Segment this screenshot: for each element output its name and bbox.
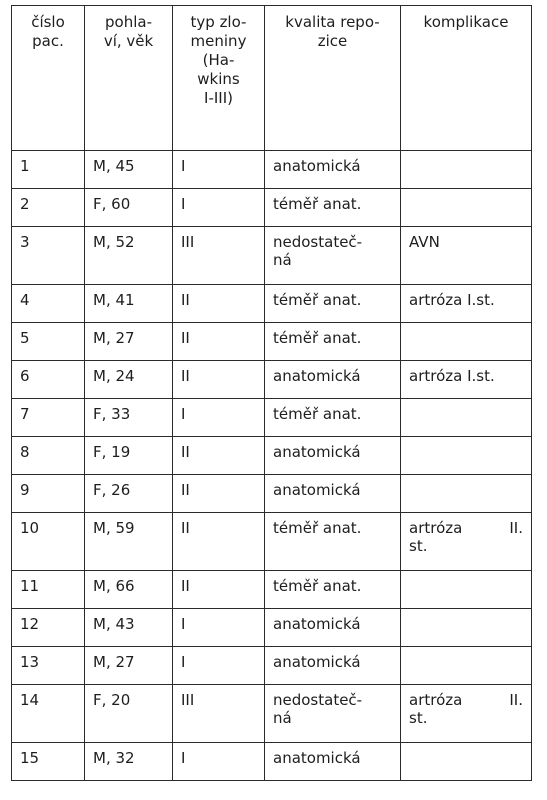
cell-fracture-type-line: I: [181, 653, 186, 671]
cell-sex-age-line: M, 45: [93, 157, 135, 175]
cell-patient-number: [12, 513, 85, 571]
header-line: komplikace: [423, 13, 509, 31]
header-patient-number: [12, 6, 85, 151]
cell-patient-number: [12, 571, 85, 609]
header-line: pohla-: [105, 13, 152, 31]
cell-fracture-type: [173, 151, 265, 189]
cell-patient-number-line: 1: [20, 157, 30, 175]
cell-complication: [401, 227, 532, 285]
cell-sex-age: [85, 743, 173, 781]
cell-sex-age-line: M, 32: [93, 749, 135, 767]
cell-fracture-type: [173, 513, 265, 571]
header-reposition-quality: [265, 6, 401, 151]
cell-patient-number: [12, 437, 85, 475]
cell-sex-age-line: M, 43: [93, 615, 135, 633]
header-line: zice: [317, 32, 348, 50]
table-row: [12, 647, 532, 685]
cell-patient-number-line: 12: [20, 615, 40, 633]
cell-reposition-quality-line: anatomická: [273, 367, 361, 385]
cell-patient-number: [12, 151, 85, 189]
cell-reposition-quality: [265, 361, 401, 399]
cell-fracture-type-line: III: [181, 233, 195, 251]
cell-patient-number-line: 15: [20, 749, 40, 767]
cell-sex-age-line: M, 59: [93, 519, 135, 537]
cell-reposition-quality-line: anatomická: [273, 749, 361, 767]
cell-fracture-type: [173, 609, 265, 647]
cell-reposition-quality: [265, 475, 401, 513]
cell-complication: [401, 743, 532, 781]
cell-fracture-type-line: II: [181, 291, 190, 309]
cell-reposition-quality: [265, 437, 401, 475]
header-fracture-type: [173, 6, 265, 151]
cell-fracture-type: [173, 685, 265, 743]
cell-reposition-quality-line: anatomická: [273, 653, 361, 671]
cell-reposition-quality: [265, 513, 401, 571]
table-row: [12, 513, 532, 571]
table-row: [12, 743, 532, 781]
cell-sex-age-line: M, 27: [93, 329, 135, 347]
table-row: [12, 285, 532, 323]
table-row: [12, 437, 532, 475]
header-complications: [401, 6, 532, 151]
table-row: [12, 323, 532, 361]
cell-reposition-quality-line: anatomická: [273, 481, 361, 499]
cell-patient-number-line: 4: [20, 291, 30, 309]
cell-patient-number: [12, 361, 85, 399]
cell-fracture-type-line: II: [181, 481, 190, 499]
table-row: [12, 685, 532, 743]
cell-sex-age-line: M, 52: [93, 233, 135, 251]
cell-patient-number-line: 11: [20, 577, 40, 595]
cell-complication-line: artróza II.: [409, 691, 523, 709]
cell-reposition-quality-line: téměř anat.: [273, 405, 362, 423]
cell-complication: [401, 685, 532, 743]
cell-sex-age-line: F, 20: [93, 691, 131, 709]
cell-reposition-quality-line: anatomická: [273, 157, 361, 175]
cell-sex-age-line: F, 33: [93, 405, 131, 423]
cell-reposition-quality-line: téměř anat.: [273, 195, 362, 213]
table-row: [12, 227, 532, 285]
cell-fracture-type: [173, 743, 265, 781]
cell-complication: [401, 437, 532, 475]
cell-fracture-type: [173, 189, 265, 227]
cell-complication-line: artróza II.: [409, 519, 523, 537]
cell-complication: [401, 513, 532, 571]
cell-complication: [401, 647, 532, 685]
cell-complication: [401, 285, 532, 323]
cell-reposition-quality: [265, 189, 401, 227]
cell-patient-number: [12, 609, 85, 647]
cell-fracture-type: [173, 323, 265, 361]
cell-fracture-type: [173, 437, 265, 475]
cell-sex-age: [85, 361, 173, 399]
cell-patient-number: [12, 189, 85, 227]
cell-sex-age: [85, 227, 173, 285]
header-line: meniny: [190, 32, 247, 50]
table-row: [12, 361, 532, 399]
table-body: [12, 151, 532, 781]
cell-complication-line: artróza I.st.: [409, 367, 495, 385]
cell-complication: [401, 475, 532, 513]
cell-complication-line: AVN: [409, 233, 440, 251]
cell-reposition-quality: [265, 151, 401, 189]
table-row: [12, 151, 532, 189]
cell-sex-age: [85, 513, 173, 571]
cell-complication: [401, 571, 532, 609]
cell-patient-number: [12, 323, 85, 361]
cell-sex-age: [85, 323, 173, 361]
cell-fracture-type: [173, 475, 265, 513]
header-line: wkins: [197, 70, 240, 88]
patient-table: [11, 5, 532, 781]
cell-fracture-type-line: II: [181, 329, 190, 347]
cell-reposition-quality-line: téměř anat.: [273, 291, 362, 309]
cell-patient-number-line: 10: [20, 519, 40, 537]
cell-patient-number-line: 3: [20, 233, 30, 251]
cell-patient-number: [12, 227, 85, 285]
cell-reposition-quality-line: anatomická: [273, 615, 361, 633]
cell-patient-number: [12, 647, 85, 685]
patient-table-container: [11, 5, 532, 781]
cell-reposition-quality: [265, 227, 401, 285]
cell-reposition-quality: [265, 399, 401, 437]
cell-fracture-type: [173, 361, 265, 399]
cell-patient-number: [12, 399, 85, 437]
header-line: číslo: [31, 13, 65, 31]
cell-sex-age-line: F, 26: [93, 481, 131, 499]
cell-complication: [401, 609, 532, 647]
header-line: typ zlo-: [190, 13, 247, 31]
cell-patient-number-line: 8: [20, 443, 30, 461]
cell-patient-number-line: 2: [20, 195, 30, 213]
cell-complication: [401, 361, 532, 399]
cell-complication-line: st.: [409, 537, 428, 555]
cell-reposition-quality-line: nedostateč-: [273, 691, 363, 709]
cell-fracture-type: [173, 647, 265, 685]
cell-reposition-quality: [265, 685, 401, 743]
cell-fracture-type-line: I: [181, 157, 186, 175]
header-row: [12, 6, 532, 151]
cell-fracture-type: [173, 399, 265, 437]
cell-fracture-type-line: II: [181, 519, 190, 537]
header-line: kvalita repo-: [285, 13, 380, 31]
cell-fracture-type-line: II: [181, 443, 190, 461]
cell-sex-age: [85, 609, 173, 647]
cell-reposition-quality-line: téměř anat.: [273, 329, 362, 347]
cell-sex-age: [85, 285, 173, 323]
cell-patient-number-line: 6: [20, 367, 30, 385]
header-line: (Ha-: [202, 51, 235, 69]
cell-reposition-quality-line: ná: [273, 709, 292, 727]
cell-fracture-type-line: I: [181, 749, 186, 767]
cell-reposition-quality-line: téměř anat.: [273, 577, 362, 595]
cell-complication: [401, 151, 532, 189]
cell-reposition-quality: [265, 323, 401, 361]
header-sex-age: [85, 6, 173, 151]
cell-sex-age: [85, 189, 173, 227]
cell-fracture-type: [173, 227, 265, 285]
cell-patient-number-line: 13: [20, 653, 40, 671]
cell-reposition-quality: [265, 609, 401, 647]
cell-sex-age: [85, 399, 173, 437]
cell-sex-age: [85, 571, 173, 609]
cell-reposition-quality-line: téměř anat.: [273, 519, 362, 537]
cell-sex-age-line: M, 41: [93, 291, 135, 309]
header-line: ví, věk: [103, 32, 154, 50]
table-row: [12, 571, 532, 609]
table-row: [12, 399, 532, 437]
header-line: I-III): [204, 89, 233, 107]
header-line: pac.: [32, 32, 64, 50]
cell-fracture-type-line: III: [181, 691, 195, 709]
cell-sex-age-line: F, 19: [93, 443, 131, 461]
cell-sex-age-line: F, 60: [93, 195, 131, 213]
cell-sex-age: [85, 151, 173, 189]
cell-sex-age-line: M, 27: [93, 653, 135, 671]
cell-sex-age: [85, 647, 173, 685]
cell-complication: [401, 323, 532, 361]
table-row: [12, 475, 532, 513]
cell-reposition-quality-line: nedostateč-: [273, 233, 363, 251]
cell-reposition-quality-line: ná: [273, 251, 292, 269]
cell-sex-age: [85, 437, 173, 475]
cell-patient-number-line: 9: [20, 481, 30, 499]
cell-fracture-type-line: II: [181, 577, 190, 595]
cell-complication: [401, 189, 532, 227]
cell-reposition-quality: [265, 647, 401, 685]
cell-fracture-type-line: II: [181, 367, 190, 385]
cell-patient-number-line: 14: [20, 691, 40, 709]
cell-patient-number-line: 7: [20, 405, 30, 423]
cell-complication-line: artróza I.st.: [409, 291, 495, 309]
cell-patient-number-line: 5: [20, 329, 30, 347]
cell-complication-line: st.: [409, 709, 428, 727]
table-row: [12, 189, 532, 227]
cell-sex-age: [85, 685, 173, 743]
cell-fracture-type: [173, 285, 265, 323]
cell-patient-number: [12, 475, 85, 513]
cell-fracture-type-line: I: [181, 405, 186, 423]
table-row: [12, 609, 532, 647]
cell-reposition-quality: [265, 743, 401, 781]
cell-patient-number: [12, 285, 85, 323]
cell-fracture-type-line: I: [181, 195, 186, 213]
cell-patient-number: [12, 743, 85, 781]
cell-reposition-quality: [265, 571, 401, 609]
cell-sex-age: [85, 475, 173, 513]
cell-sex-age-line: M, 66: [93, 577, 135, 595]
cell-reposition-quality: [265, 285, 401, 323]
cell-sex-age-line: M, 24: [93, 367, 135, 385]
cell-fracture-type: [173, 571, 265, 609]
cell-reposition-quality-line: anatomická: [273, 443, 361, 461]
cell-complication: [401, 399, 532, 437]
cell-fracture-type-line: I: [181, 615, 186, 633]
cell-patient-number: [12, 685, 85, 743]
